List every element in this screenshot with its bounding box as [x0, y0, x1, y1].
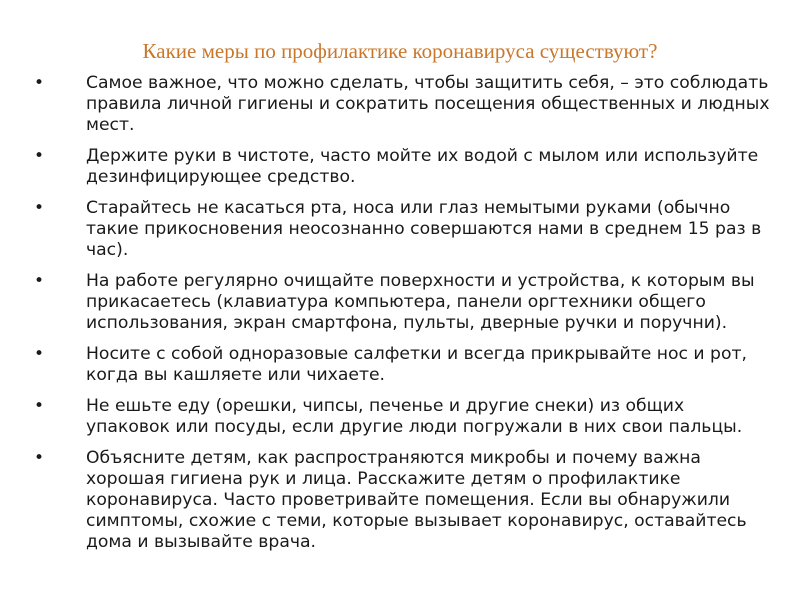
bullet-dot-icon: • — [33, 73, 45, 93]
bullet-text: Объясните детям, как распространяются микробы и почему важна хорошая гигиена рук и лица. Расскажите детям о профилактике коронавируса. Часто проветривайте помещения. Если вы обнаружили симптомы, схожие с теми, которые вызывает коронавирус, оставайтесь дома и вызывайте врача. — [86, 448, 747, 552]
bullet-text: Держите руки в чистоте, часто мойте их водой с мылом или используйте дезинфицирующее средство. — [86, 146, 759, 187]
bullet-item — [30, 146, 770, 188]
bullet-text: Носите с собой одноразовые салфетки и всегда прикрывайте нос и рот, когда вы кашляете или чихаете. — [86, 344, 747, 385]
bullet-item — [30, 198, 770, 261]
bullet-text: Старайтесь не касаться рта, носа или глаз немытыми руками (обычно такие прикосновения неосознанно совершаются нами в среднем 15 раз в час). — [86, 198, 762, 260]
bullet-dot-icon: • — [33, 448, 45, 468]
bullet-item — [30, 271, 770, 334]
bullet-item — [30, 396, 770, 438]
bullet-dot-icon: • — [33, 344, 45, 364]
bullet-dot-icon: • — [33, 396, 45, 416]
bullet-dot-icon: • — [33, 146, 45, 166]
bullet-text: Самое важное, что можно сделать, чтобы защитить себя, – это соблюдать правила личной гигиены и сократить посещения общественных и людных мест. — [86, 73, 770, 135]
bullet-text: Не ешьте еду (орешки, чипсы, печенье и другие снеки) из общих упаковок или посуды, если другие люди погружали в них свои пальцы. — [86, 396, 743, 437]
bullet-dot-icon: • — [33, 198, 45, 218]
slide-title: Какие меры по профилактике коронавируса существуют? — [142, 39, 658, 63]
bullet-item — [30, 344, 770, 386]
bullet-dot-icon: • — [33, 271, 45, 291]
bullet-item — [30, 73, 770, 136]
bullet-item — [30, 448, 770, 553]
bullet-list — [30, 73, 770, 563]
bullet-text: На работе регулярно очищайте поверхности и устройства, к которым вы прикасаетесь (клавиатура компьютера, панели оргтехники общего использования, экран смартфона, пульты, дверные ручки и поручни). — [86, 271, 755, 333]
